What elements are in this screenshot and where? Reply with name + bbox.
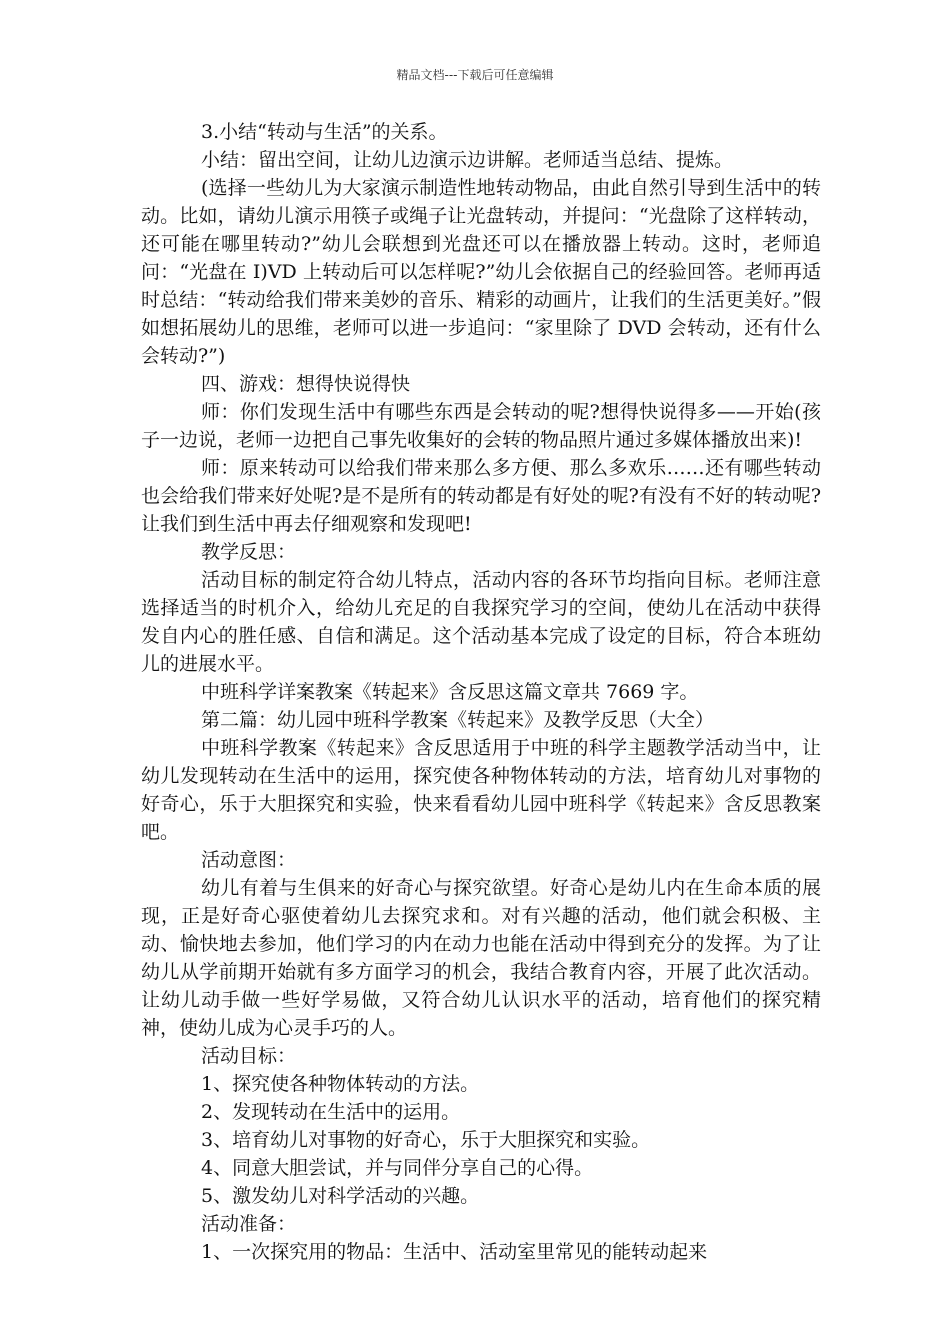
list-item: 1、探究使各种物体转动的方法。 xyxy=(201,1073,480,1095)
paragraph: 中班科学教案《转起来》含反思适用于中班的科学主题教学活动当中，让幼儿发现转动在生活中的运用，探究使各种物体转动的方法，培育幼儿对事物的好奇心，乐于大胆探究和实验，快来看看幼儿园中班科学《转起来》含反思教案吧。 xyxy=(141,737,821,843)
paragraph: (选择一些幼儿为大家演示制造性地转动物品，由此自然引导到生活中的转动。比如，请幼儿演示用筷子或绳子让光盘转动，并提问：“光盘除了这样转动，还可能在哪里转动?”幼儿会联想到光盘还可以在播放器上转动。这时，老师追问：“光盘在 I)VD 上转动后可以怎样呢?”幼儿会依据自己的经验回答。老师再适时总结：“转动给我们带来美妙的音乐、精彩的动画片，让我们的生活更美好。”假如想拓展幼儿的思维，老师可以进一步追问：“家里除了 DVD 会转动，还有什么会转动?”) xyxy=(141,177,821,367)
section-heading-goals: 活动目标： xyxy=(201,1045,297,1067)
section-heading-game: 四、游戏：想得快说得快 xyxy=(201,373,411,395)
section-heading-preparation: 活动准备： xyxy=(201,1213,297,1235)
list-item: 3、培育幼儿对事物的好奇心，乐于大胆探究和实验。 xyxy=(201,1129,651,1151)
paragraph: 活动目标的制定符合幼儿特点，活动内容的各环节均指向目标。老师注意选择适当的时机介入，给幼儿充足的自我探究学习的空间，使幼儿在活动中获得发自内心的胜任感、自信和满足。这个活动基本完成了设定的目标，符合本班幼儿的进展水平。 xyxy=(141,569,821,675)
list-item: 4、同意大胆尝试，并与同伴分享自己的心得。 xyxy=(201,1157,594,1179)
document-body xyxy=(141,118,821,1266)
section-heading-intent: 活动意图： xyxy=(201,849,297,871)
list-item: 1、一次探究用的物品：生活中、活动室里常见的能转动起来 xyxy=(201,1241,708,1263)
paragraph: 师：原来转动可以给我们带来那么多方便、那么多欢乐……还有哪些转动也会给我们带来好处呢?是不是所有的转动都是有好处的呢?有没有不好的转动呢?让我们到生活中再去仔细观察和发现吧! xyxy=(141,457,821,535)
article-title: 第二篇：幼儿园中班科学教案《转起来》及教学反思（大全） xyxy=(201,709,715,731)
page-header: 精品文档---下载后可任意编辑 xyxy=(396,68,554,82)
paragraph: 小结：留出空间，让幼儿边演示边讲解。老师适当总结、提炼。 xyxy=(201,149,734,171)
paragraph: 师：你们发现生活中有哪些东西是会转动的呢?想得快说得多——开始(孩子一边说，老师一边把自己事先收集好的会转的物品照片通过多媒体播放出来)! xyxy=(141,401,821,451)
summary-heading: 3.小结“转动与生活”的关系。 xyxy=(201,121,448,143)
list-item: 5、激发幼儿对科学活动的兴趣。 xyxy=(201,1185,480,1207)
paragraph: 中班科学详案教案《转起来》含反思这篇文章共 7669 字。 xyxy=(201,681,699,703)
section-heading-reflection: 教学反思： xyxy=(201,541,297,563)
paragraph: 幼儿有着与生俱来的好奇心与探究欲望。好奇心是幼儿内在生命本质的展现，正是好奇心驱使着幼儿去探究求和。对有兴趣的活动，他们就会积极、主动、愉快地去参加，他们学习的内在动力也能在活动中得到充分的发挥。为了让幼儿从学前期开始就有多方面学习的机会，我结合教育内容，开展了此次活动。让幼儿动手做一些好学易做，又符合幼儿认识水平的活动，培育他们的探究精神，使幼儿成为心灵手巧的人。 xyxy=(141,877,821,1039)
list-item: 2、发现转动在生活中的运用。 xyxy=(201,1101,461,1123)
